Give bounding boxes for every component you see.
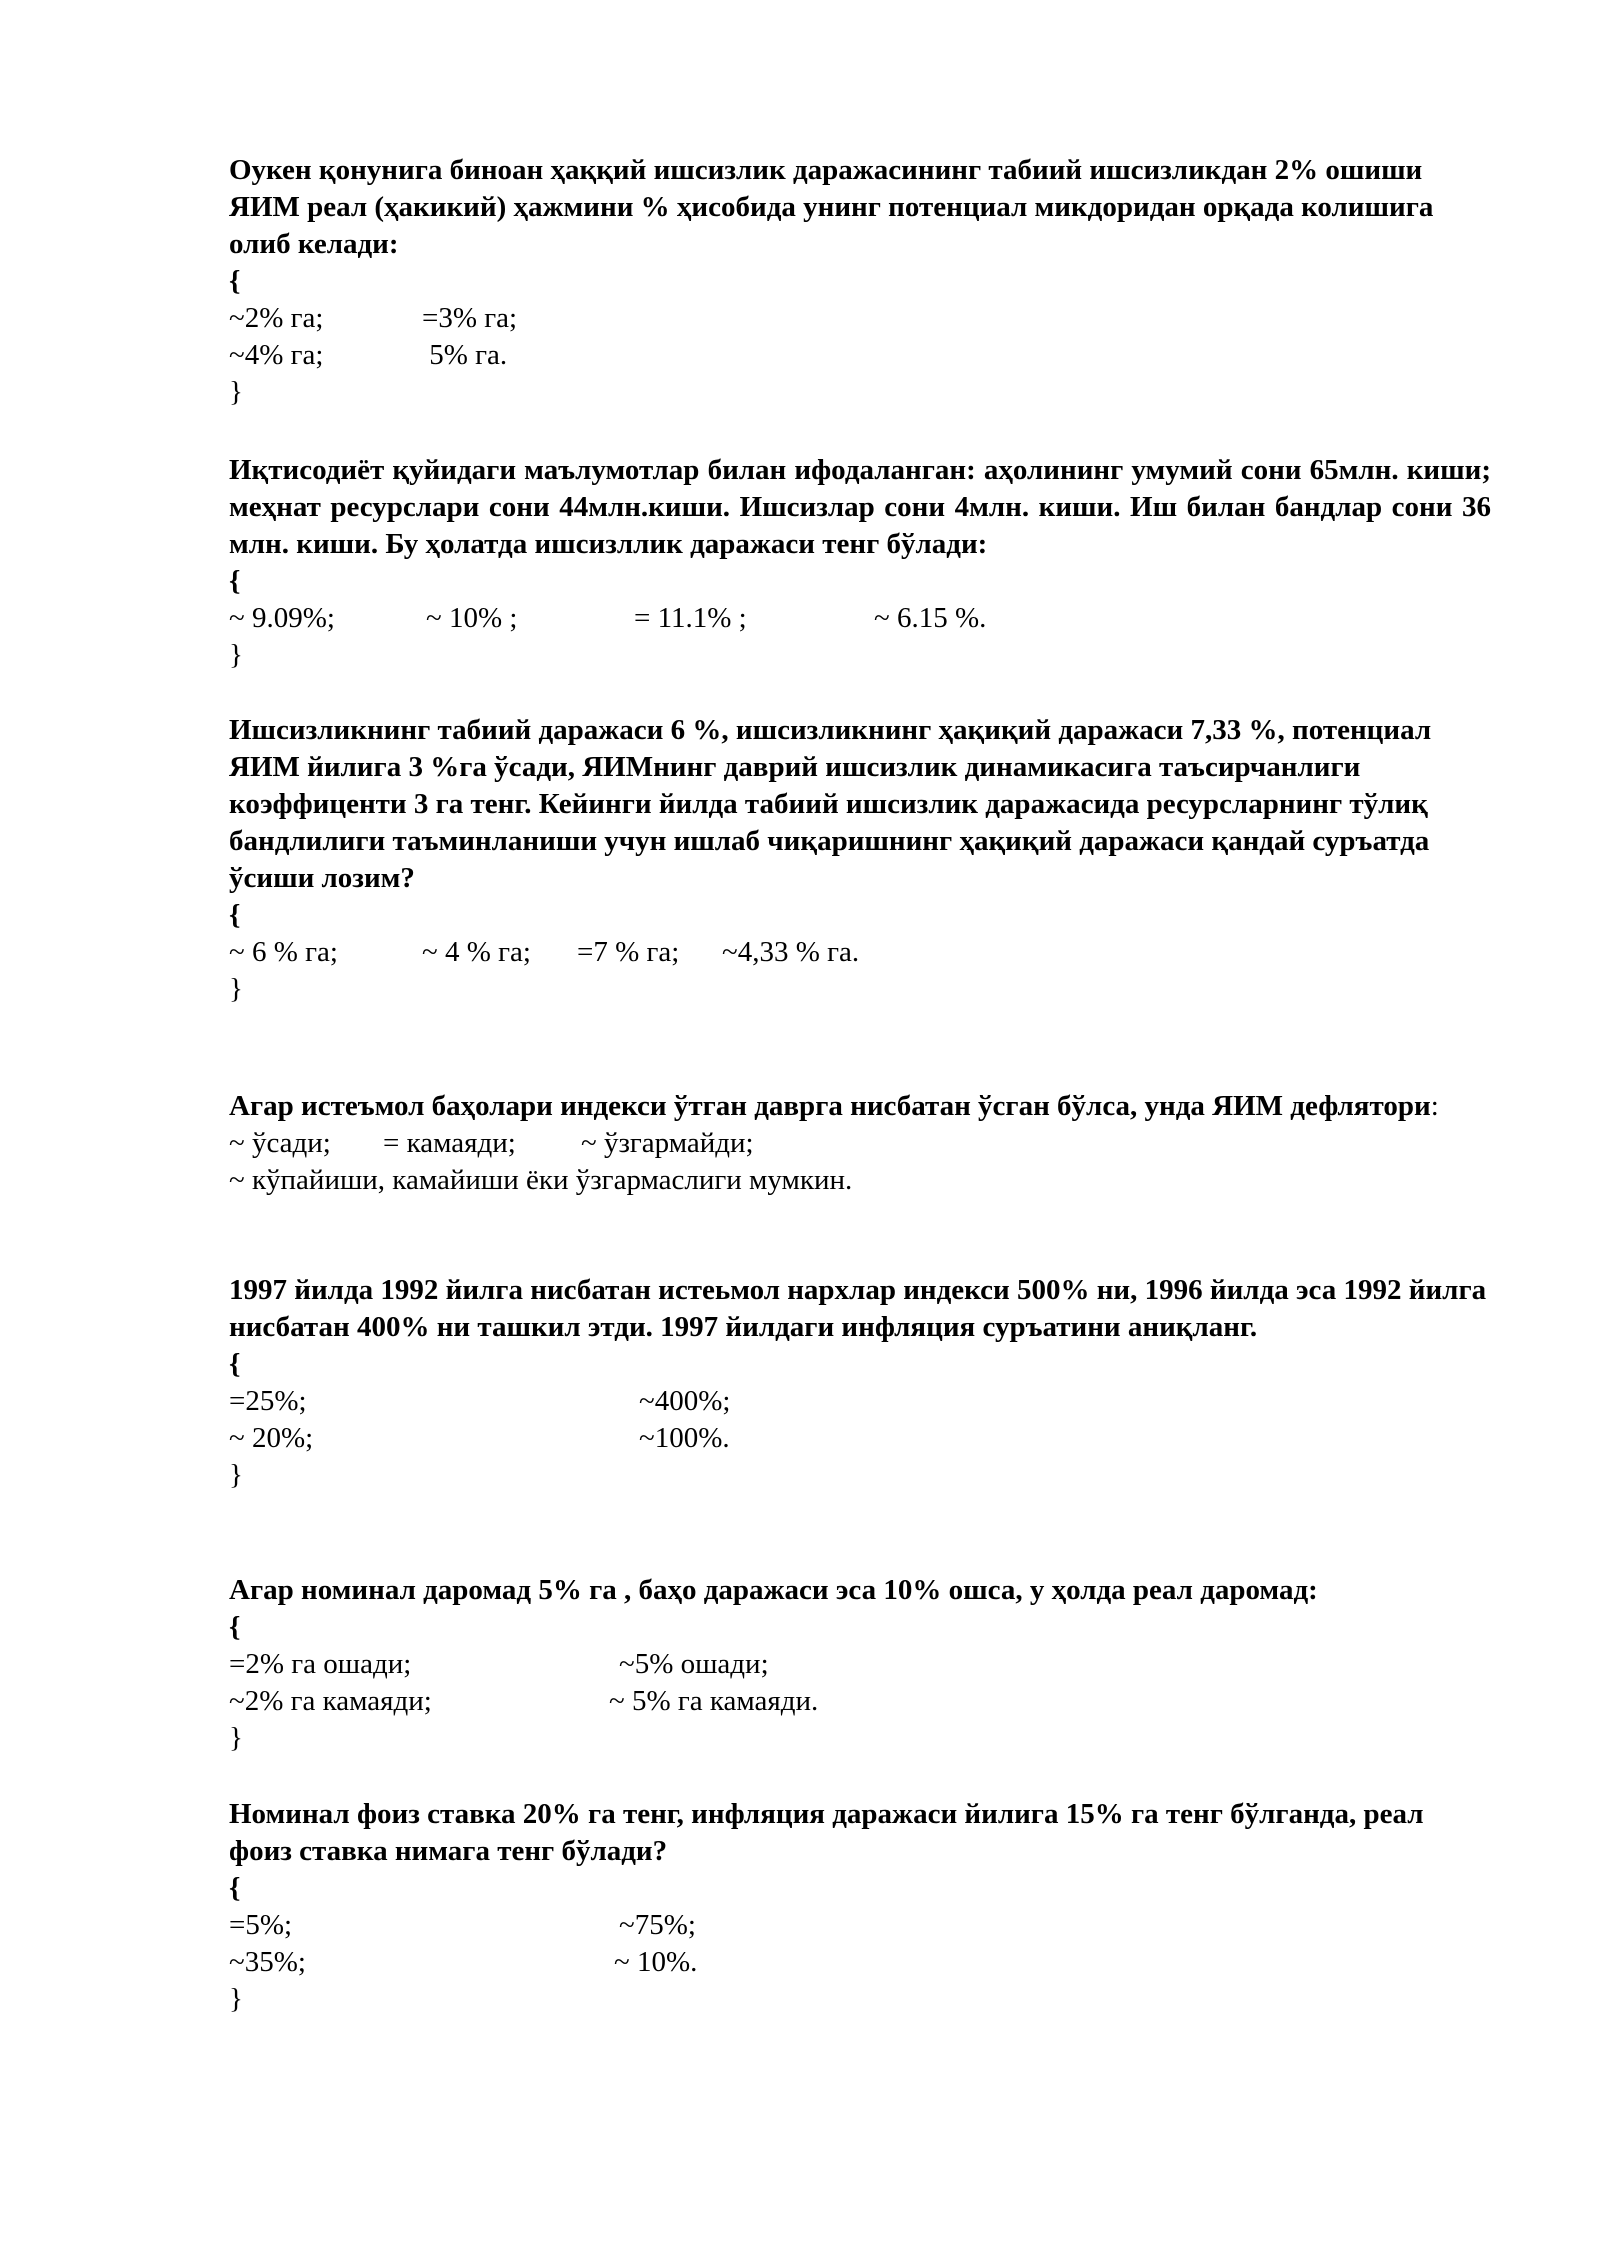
answer-option: ~ 20%; (229, 1422, 314, 1454)
answer-option: =7 % га; (577, 936, 680, 968)
brace-open: { (229, 265, 241, 297)
question-block (229, 152, 1491, 411)
answer-option: ~ 10% ; (426, 602, 518, 634)
question-text: 1997 йилда 1992 йилга нисбатан истеьмол нархлар индекси 500% ни, 1996 йилда эса 1992 йилга нисбатан 400% ни ташкил этди. 1997 йилдаги инфляция суръатини аниқланг. (229, 1274, 1487, 1343)
answer-option: ~2% га; (229, 302, 324, 334)
answer-option: =5%; (229, 1909, 293, 1941)
answer-row (229, 1907, 1491, 1944)
answer-option: ~100%. (639, 1422, 730, 1454)
answer-option: ~75%; (619, 1909, 696, 1941)
answer-option: ~35%; (229, 1946, 306, 1978)
answer-option: =3% га; (422, 302, 518, 334)
answer-option: ~400%; (639, 1385, 731, 1417)
answer-option: ~ 9.09%; (229, 602, 335, 634)
answer-option: ~ 10%. (614, 1946, 698, 1978)
answer-row (229, 1944, 1491, 1981)
answer-option: = 11.1% ; (634, 602, 747, 634)
answer-row (229, 1683, 1491, 1720)
question-block (229, 452, 1491, 674)
answer-option: = камаяди; (383, 1127, 516, 1159)
question-text-bold: Агар истеъмол баҳолари индекси ўтган даврга нисбатан ўсган бўлса, унда ЯИМ дефлятори (229, 1090, 1431, 1122)
brace-open: { (229, 565, 241, 597)
answer-option: =2% га ошади; (229, 1648, 412, 1680)
answer-option: ~ ўзгармайди; (581, 1127, 754, 1159)
brace-open: { (229, 1348, 241, 1380)
question-text (229, 1088, 1491, 1125)
answer-row (229, 300, 1491, 337)
answer-option: ~ 5% га камаяди. (609, 1685, 819, 1717)
brace-close: } (229, 1983, 243, 2015)
question-text: Оукен қонунига биноан ҳаққий ишсизлик даражасининг табиий ишсизликдан 2% ошиши ЯИМ реал (ҳакикий) ҳажмини % ҳисобида унинг потенциал микдоридан орқада колишига олиб келади: (229, 154, 1434, 260)
brace-close: } (229, 376, 243, 408)
answer-option: ~4,33 % га. (722, 936, 860, 968)
brace-close: } (229, 1459, 243, 1491)
brace-open: { (229, 1872, 241, 1904)
question-text: Ишсизликнинг табиий даражаси 6 %, ишсизликнинг ҳақиқий даражаси 7,33 %, потенциал ЯИМ йилига 3 %га ўсади, ЯИМнинг даврий ишсизлик динамикасига таъсирчанлиги коэффиценти 3 га тенг. Кейинги йилда табиий ишсизлик даражасида ресурсларнинг тўлиқ бандлилиги таъминланиши учун ишлаб чиқаришнинг ҳақиқий даражаси қандай суръатда ўсиши лозим? (229, 714, 1432, 894)
answer-row (229, 337, 1491, 374)
brace-close: } (229, 1722, 243, 1754)
brace-open: { (229, 899, 241, 931)
question-text: Агар номинал даромад 5% га , баҳо даражаси эса 10% ошса, у ҳолда реал даромад: (229, 1574, 1318, 1606)
answer-option: 5% га. (422, 339, 508, 371)
answer-option: ~ 6.15 %. (874, 602, 987, 634)
answer-row (229, 934, 1491, 971)
answer-row (229, 1420, 1491, 1457)
question-text: Иқтисодиёт қуйидаги маълумотлар билан ифодаланган: аҳолининг умумий сони 65млн. киши; меҳнат ресурслари сони 44млн.киши. Ишсизлар сони 4млн. киши. Иш билан бандлар сони 36 млн. киши. Бу ҳолатда ишсизллик даражаси тенг бўлади: (229, 454, 1491, 560)
brace-close: } (229, 639, 243, 671)
answer-option: ~ 6 % га; (229, 936, 338, 968)
answer-option: ~ кўпайиши, камайиши ёки ўзгармаслиги мумкин. (229, 1164, 853, 1196)
answer-option: ~5% ошади; (619, 1648, 769, 1680)
question-block (229, 712, 1491, 1008)
answer-option: ~ ўсади; (229, 1127, 331, 1159)
brace-close: } (229, 973, 243, 1005)
question-block (229, 1272, 1491, 1494)
answer-row (229, 1646, 1491, 1683)
question-block (229, 1796, 1491, 2018)
answer-row (229, 600, 1491, 637)
question-block (229, 1572, 1491, 1757)
answer-option: ~2% га камаяди; (229, 1685, 432, 1717)
brace-open: { (229, 1611, 241, 1643)
question-text: Номинал фоиз ставка 20% га тенг, инфляция даражаси йилига 15% га тенг бўлганда, реал фоиз ставка нимага тенг бўлади? (229, 1798, 1424, 1867)
answer-option: ~ 4 % га; (422, 936, 531, 968)
answer-option: ~4% га; (229, 339, 324, 371)
question-text-tail: : (1430, 1090, 1439, 1122)
answer-row (229, 1162, 1491, 1199)
question-block (229, 1088, 1491, 1199)
answer-row (229, 1125, 1491, 1162)
answer-row (229, 1383, 1491, 1420)
answer-option: =25%; (229, 1385, 307, 1417)
